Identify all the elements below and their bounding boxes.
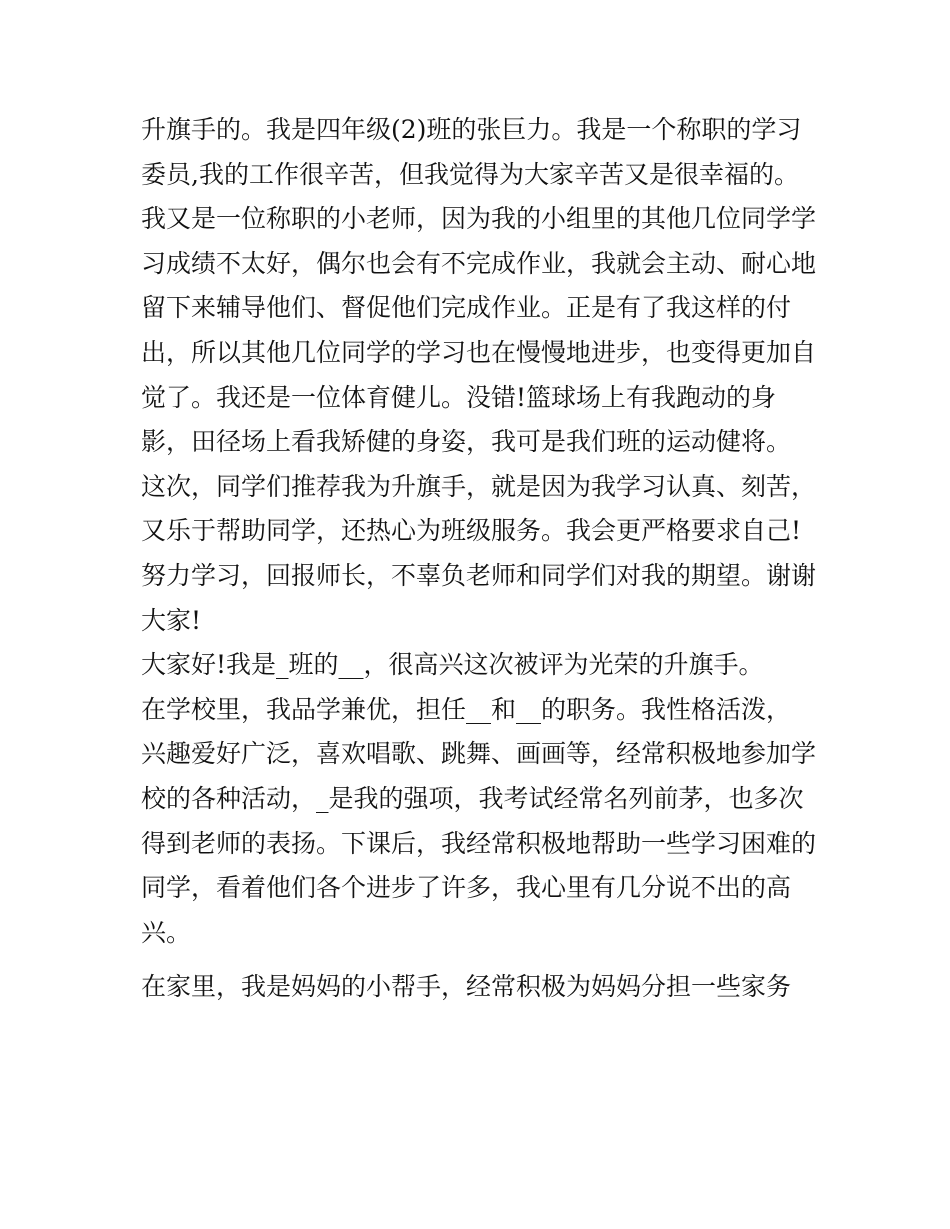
text-line: 升旗手的。我是四年级(2)班的张巨力。我是一个称职的学习 — [141, 115, 802, 144]
text-line: 校的各种活动，_是我的强项，我考试经常名列前茅，也多次 — [141, 783, 804, 813]
text-line: 又乐于帮助同学，还热心为班级服务。我会更严格要求自己! — [141, 516, 802, 546]
text-line: 努力学习，回报师长，不辜负老师和同学们对我的期望。谢谢 — [141, 560, 817, 590]
text-line: 我又是一位称职的小老师，因为我的小组里的其他几位同学学 — [141, 204, 817, 234]
text-line: 这次，同学们推荐我为升旗手，就是因为我学习认真、刻苦， — [141, 471, 817, 501]
text-line: 影，田径场上看我矫健的身姿，我可是我们班的运动健将。 — [141, 427, 792, 457]
text-line: 在家里，我是妈妈的小帮手，经常积极为妈妈分担一些家务 — [141, 972, 792, 1002]
text-line: 觉了。我还是一位体育健儿。没错!篮球场上有我跑动的身 — [141, 382, 777, 412]
text-line: 大家好!我是_班的__，很高兴这次被评为光荣的升旗手。 — [141, 650, 764, 680]
text-line: 同学，看着他们各个进步了许多，我心里有几分说不出的高 — [141, 873, 792, 903]
text-line: 大家! — [141, 605, 202, 635]
text-line: 兴。 — [141, 917, 192, 947]
text-line: 兴趣爱好广泛，喜欢唱歌、跳舞、画画等，经常积极地参加学 — [141, 739, 817, 769]
text-line: 得到老师的表扬。下课后，我经常积极地帮助一些学习困难的 — [141, 828, 817, 858]
text-line: 出，所以其他几位同学的学习也在慢慢地进步，也变得更加自 — [141, 337, 817, 367]
text-line: 在学校里，我品学兼优，担任__和__的职务。我性格活泼， — [141, 694, 792, 724]
document-body — [141, 108, 821, 1010]
text-line: 委员,我的工作很辛苦，但我觉得为大家辛苦又是很幸福的。 — [141, 159, 799, 189]
text-line: 留下来辅导他们、督促他们完成作业。正是有了我这样的付 — [141, 293, 792, 323]
text-line: 习成绩不太好，偶尔也会有不完成作业，我就会主动、耐心地 — [141, 248, 817, 278]
